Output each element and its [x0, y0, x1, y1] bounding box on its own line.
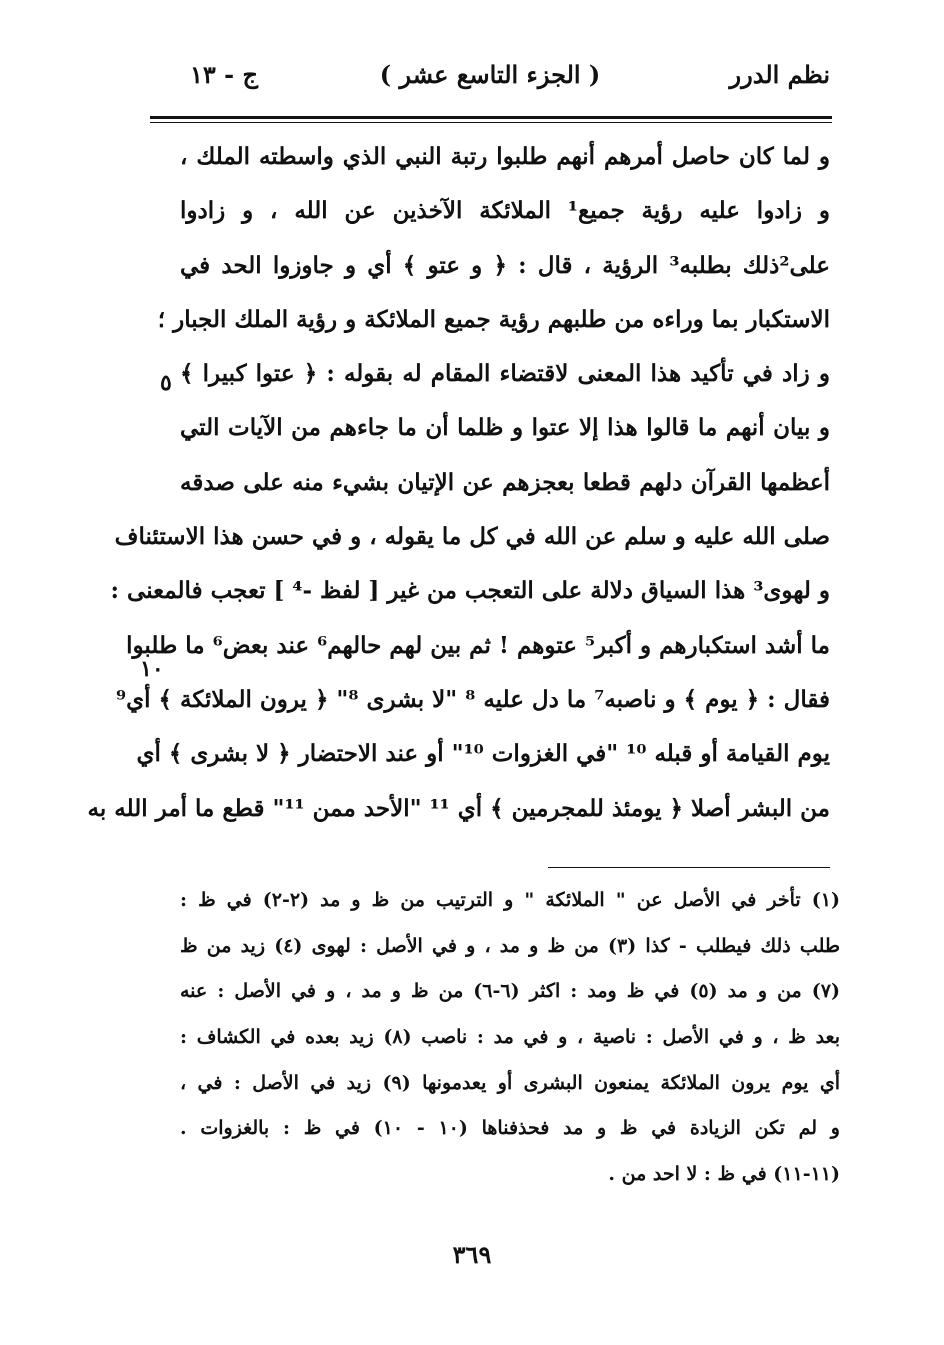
footnote-line: (١١-١١) في ظ : لا احد من . [608, 1163, 840, 1186]
part-title: ( الجزء التاسع عشر ) [379, 60, 601, 89]
text-line: و لما كان حاصل أمرهم أنهم طلبوا رتبة النبي الذي واسطته الملك ، [180, 143, 830, 170]
text-line: و لهوى³ هذا السياق دلالة على التعجب من غير [ لفظ -⁴ ] تعجب فالمعنى : [110, 577, 830, 605]
verse-end-mark: ٥ [160, 370, 172, 396]
text-line: و زاد في تأكيد هذا المعنى لاقتضاء المقام له بقوله : ﴿ عتوا كبيرا ﴾ [180, 360, 830, 388]
header-rule-thick [150, 116, 832, 119]
footnote-line: (١) تأخر في الأصل عن " الملائكة " و الترتيب من ظ و مد (٢-٢) في ظ : [180, 889, 841, 911]
footnote-line: أي يوم يرون الملائكة يمنعون البشرى أو يعدمونها (٩) زيد في الأصل : في ، [180, 1071, 840, 1094]
text-line: و زادوا عليه رؤية جميع¹ الملائكة الآخذين عن الله ، و زادوا [180, 197, 831, 225]
running-header [150, 60, 830, 100]
footnote-line: (٧) من و مد (٥) في ظ ومد : اكثر (٦-٦) من ظ و مد ، و في الأصل : عنه [180, 980, 840, 1003]
text-line: و بيان أنهم ما قالوا هذا إلا عتوا و ظلما أن ما جاءهم من الآيات التي [180, 414, 830, 442]
footnote-line: بعد ظ ، و في الأصل : ناصية ، و في مد : ناصب (٨) زيد بعده في الكشاف : [180, 1026, 840, 1049]
margin-line-number: ١٠ [140, 656, 164, 682]
footnote-separator [548, 867, 830, 868]
header-rule-thin [150, 122, 832, 123]
text-line: صلى الله عليه و سلم عن الله في كل ما يقوله ، و في حسن هذا الاستئناف [114, 523, 830, 551]
text-line: ما أشد استكبارهم و أكبر⁵ عتوهم ! ثم بين لهم حالهم⁶ عند بعض⁶ ما طلبوا [126, 631, 830, 659]
footnote-line: و لم تكن الزيادة في ظ و مد فحذفناها (١٠ - ١٠) في ظ : بالغزوات . [180, 1117, 840, 1140]
text-line: على²ذلك بطلبه³ الرؤية ، قال : ﴿ و عتو ﴾ أي و جاوزوا الحد في [180, 251, 830, 279]
text-line: من البشر أصلا ﴿ يومئذ للمجرمين ﴾ أي ¹¹ "الأحد ممن ¹¹" قطع ما أمر الله به [87, 794, 830, 822]
page-number: ٣٦٩ [452, 1240, 492, 1269]
text-line: فقال : ﴿ يوم ﴾ و ناصبه⁷ ما دل عليه ⁸ "لا بشرى ⁸" ﴿ يرون الملائكة ﴾ أي⁹ [116, 685, 830, 713]
footnote-line: طلب ذلك فيطلب - كذا (٣) من ظ و مد ، و في الأصل : لهوى (٤) زيد من ظ [180, 934, 841, 957]
text-line: الاستكبار بما وراءه من طلبهم رؤية جميع الملائكة و رؤية الملك الجبار ؛ [157, 305, 830, 333]
footnotes [180, 878, 840, 1198]
book-title: نظم الدرر [729, 60, 830, 89]
volume-number: ج - ١٣ [190, 60, 258, 89]
text-line: أعظمها القرآن دلهم قطعا بعجزهم عن الإتيان بشيء منه على صدقه [180, 468, 830, 496]
text-line: يوم القيامة أو قبله ¹⁰ "في الغزوات ¹⁰" أو عند الاحتضار ﴿ لا بشرى ﴾ أي [136, 740, 830, 768]
